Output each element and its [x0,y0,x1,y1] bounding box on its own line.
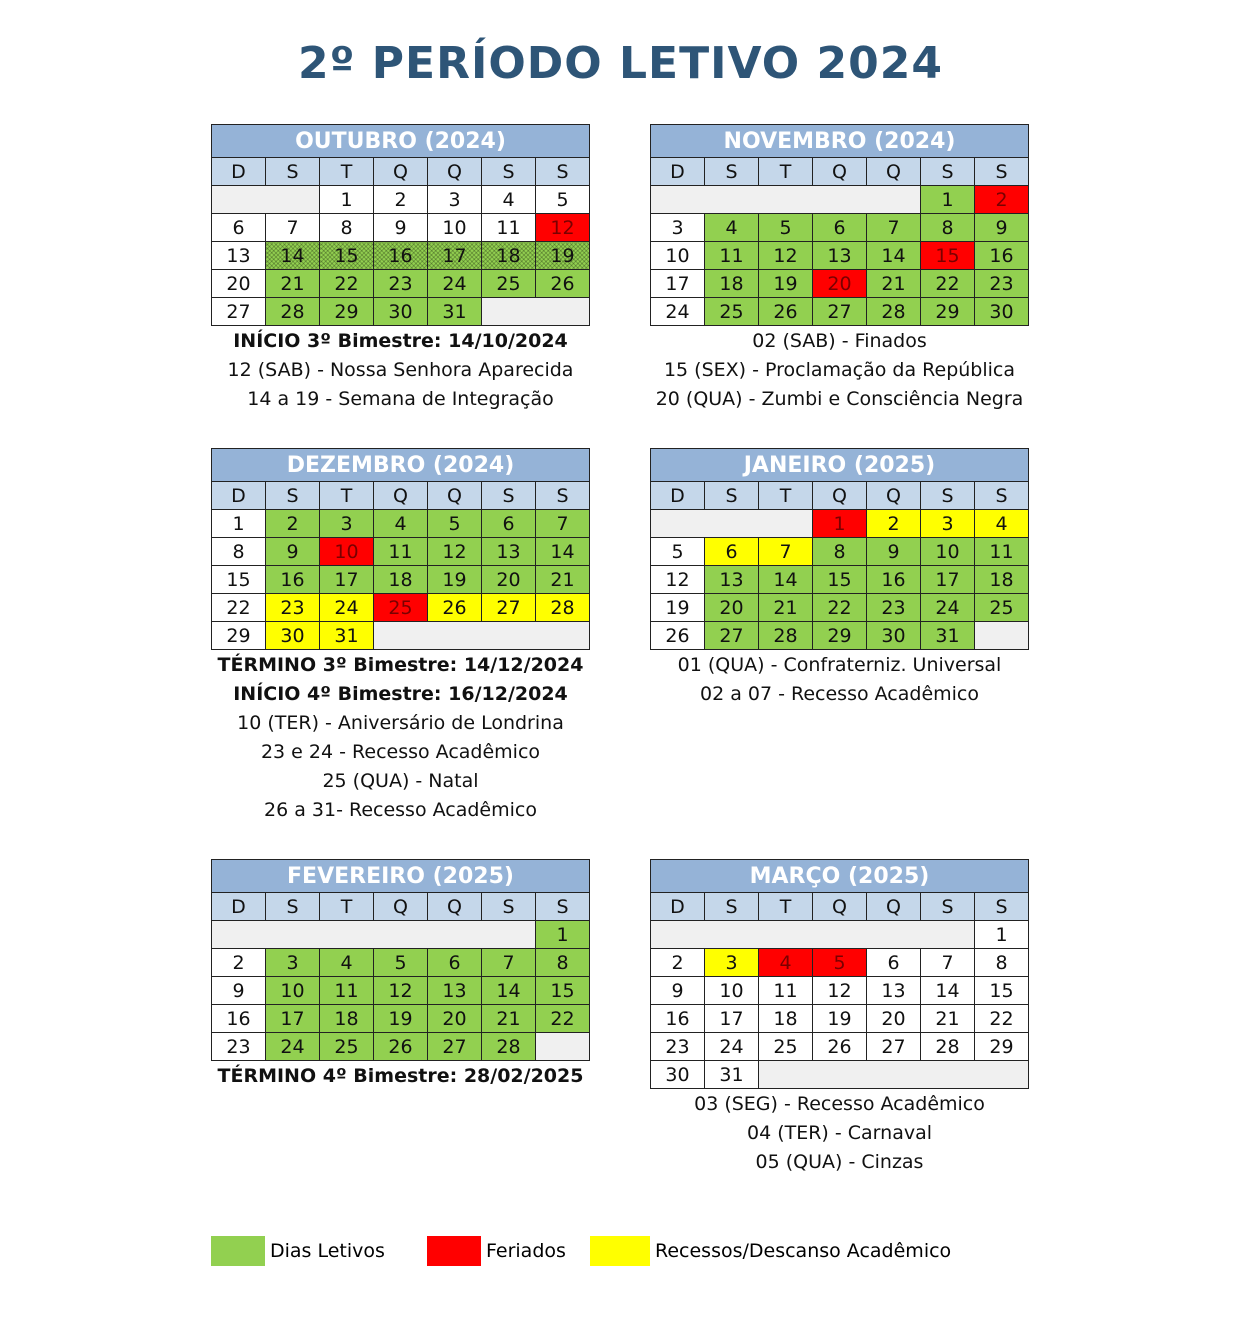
day-cell: 21 [921,1005,975,1033]
day-cell: 11 [482,214,536,242]
day-cell: 30 [374,298,428,326]
day-cell: 3 [266,949,320,977]
day-cell: 13 [212,242,266,270]
legend-feriados [427,1236,566,1266]
day-cell: 6 [705,538,759,566]
day-cell: 17 [320,566,374,594]
day-cell: 17 [266,1005,320,1033]
empty-cell [212,186,320,214]
day-cell: 1 [212,510,266,538]
weekday-header: T [320,482,374,510]
month-table [211,859,590,1061]
month-title: OUTUBRO (2024) [212,125,590,158]
month-title: JANEIRO (2025) [651,449,1029,482]
weekday-header: S [975,893,1029,921]
note-line: 12 (SAB) - Nossa Senhora Aparecida [227,359,574,381]
note-line: 26 a 31- Recesso Acadêmico [264,799,537,821]
empty-cell [651,186,921,214]
weekday-header: D [212,482,266,510]
day-cell: 13 [705,566,759,594]
day-cell: 5 [374,949,428,977]
day-cell: 5 [813,949,867,977]
day-cell: 29 [212,622,266,650]
weekday-header: S [921,158,975,186]
day-cell: 13 [813,242,867,270]
weekday-header: T [759,158,813,186]
month-calendar [211,124,590,414]
day-cell: 25 [320,1033,374,1061]
month-notes [211,327,590,414]
weekday-header: D [651,893,705,921]
day-cell: 31 [320,622,374,650]
day-cell: 30 [867,622,921,650]
legend-swatch [427,1236,481,1266]
weekday-header: Q [374,893,428,921]
note-line: 23 e 24 - Recesso Acadêmico [260,741,541,763]
day-cell: 1 [813,510,867,538]
weekday-header: S [536,893,590,921]
day-cell: 20 [705,594,759,622]
day-cell: 22 [813,594,867,622]
day-cell: 8 [975,949,1029,977]
day-cell: 31 [428,298,482,326]
empty-cell [536,1033,590,1061]
day-cell: 11 [320,977,374,1005]
day-cell: 20 [212,270,266,298]
day-cell: 15 [320,242,374,270]
empty-cell [482,298,590,326]
empty-cell [651,510,813,538]
weekday-header: D [651,482,705,510]
day-cell: 24 [921,594,975,622]
page-title: 2º PERÍODO LETIVO 2024 [298,38,943,89]
day-cell: 19 [651,594,705,622]
day-cell: 2 [266,510,320,538]
weekday-header: Q [813,482,867,510]
day-cell: 9 [266,538,320,566]
day-cell: 24 [651,298,705,326]
day-cell: 1 [536,921,590,949]
day-cell: 1 [320,186,374,214]
weekday-header: Q [428,893,482,921]
day-cell: 2 [212,949,266,977]
day-cell: 4 [705,214,759,242]
month-calendar [211,859,590,1091]
day-cell: 12 [428,538,482,566]
empty-cell [212,921,536,949]
day-cell: 8 [921,214,975,242]
day-cell: 7 [482,949,536,977]
weekday-header: Q [813,158,867,186]
day-cell: 16 [975,242,1029,270]
day-cell: 16 [374,242,428,270]
legend-swatch [211,1236,265,1266]
note-line: INÍCIO 4º Bimestre: 16/12/2024 [233,683,568,705]
day-cell: 10 [705,977,759,1005]
day-cell: 12 [374,977,428,1005]
day-cell: 26 [428,594,482,622]
month-title: MARÇO (2025) [651,860,1029,893]
day-cell: 20 [813,270,867,298]
empty-cell [374,622,590,650]
day-cell: 24 [266,1033,320,1061]
month-title: NOVEMBRO (2024) [651,125,1029,158]
day-cell: 13 [482,538,536,566]
day-cell: 5 [651,538,705,566]
day-cell: 7 [867,214,921,242]
empty-cell [651,921,975,949]
day-cell: 17 [651,270,705,298]
day-cell: 19 [428,566,482,594]
day-cell: 4 [759,949,813,977]
day-cell: 18 [320,1005,374,1033]
day-cell: 13 [428,977,482,1005]
day-cell: 28 [759,622,813,650]
month-notes [650,1090,1029,1177]
day-cell: 12 [651,566,705,594]
weekday-header: S [705,893,759,921]
note-line: 02 (SAB) - Finados [752,330,927,352]
day-cell: 17 [428,242,482,270]
day-cell: 19 [536,242,590,270]
note-line: 25 (QUA) - Natal [322,770,479,792]
day-cell: 14 [867,242,921,270]
empty-cell [759,1061,1029,1089]
note-line: 10 (TER) - Aniversário de Londrina [237,712,564,734]
day-cell: 4 [320,949,374,977]
month-notes [211,651,590,825]
weekday-header: S [921,893,975,921]
day-cell: 16 [651,1005,705,1033]
weekday-header: Q [374,482,428,510]
weekday-header: Q [867,158,921,186]
day-cell: 18 [975,566,1029,594]
day-cell: 30 [266,622,320,650]
day-cell: 27 [813,298,867,326]
month-table [650,448,1029,650]
day-cell: 20 [867,1005,921,1033]
day-cell: 27 [212,298,266,326]
day-cell: 22 [921,270,975,298]
day-cell: 7 [759,538,813,566]
day-cell: 18 [482,242,536,270]
month-table [211,448,590,650]
note-line: TÉRMINO 4º Bimestre: 28/02/2025 [217,1065,584,1087]
day-cell: 12 [536,214,590,242]
weekday-header: T [759,482,813,510]
day-cell: 20 [482,566,536,594]
weekday-header: T [759,893,813,921]
note-line: 03 (SEG) - Recesso Acadêmico [694,1093,985,1115]
day-cell: 26 [759,298,813,326]
month-notes [650,651,1029,709]
day-cell: 27 [705,622,759,650]
day-cell: 21 [266,270,320,298]
weekday-header: S [482,158,536,186]
day-cell: 31 [705,1061,759,1089]
day-cell: 15 [813,566,867,594]
day-cell: 26 [651,622,705,650]
weekday-header: S [266,482,320,510]
month-calendar [650,448,1029,709]
day-cell: 10 [320,538,374,566]
day-cell: 31 [921,622,975,650]
day-cell: 25 [705,298,759,326]
day-cell: 10 [266,977,320,1005]
day-cell: 30 [975,298,1029,326]
day-cell: 4 [374,510,428,538]
day-cell: 4 [482,186,536,214]
day-cell: 9 [374,214,428,242]
day-cell: 19 [813,1005,867,1033]
weekday-header: S [705,158,759,186]
day-cell: 26 [374,1033,428,1061]
day-cell: 24 [428,270,482,298]
weekday-header: S [266,158,320,186]
day-cell: 9 [212,977,266,1005]
empty-cell [975,622,1029,650]
weekday-header: Q [428,158,482,186]
month-table [650,124,1029,326]
month-notes [211,1062,590,1091]
day-cell: 10 [651,242,705,270]
day-cell: 18 [374,566,428,594]
day-cell: 19 [374,1005,428,1033]
day-cell: 23 [651,1033,705,1061]
day-cell: 16 [266,566,320,594]
day-cell: 9 [651,977,705,1005]
day-cell: 13 [867,977,921,1005]
day-cell: 14 [759,566,813,594]
day-cell: 5 [759,214,813,242]
weekday-header: S [705,482,759,510]
day-cell: 16 [867,566,921,594]
day-cell: 2 [374,186,428,214]
day-cell: 12 [813,977,867,1005]
weekday-header: T [320,893,374,921]
day-cell: 29 [320,298,374,326]
day-cell: 25 [482,270,536,298]
weekday-header: Q [813,893,867,921]
day-cell: 28 [921,1033,975,1061]
day-cell: 23 [867,594,921,622]
day-cell: 15 [536,977,590,1005]
day-cell: 29 [921,298,975,326]
day-cell: 21 [759,594,813,622]
day-cell: 3 [428,186,482,214]
day-cell: 29 [975,1033,1029,1061]
weekday-header: D [651,158,705,186]
day-cell: 17 [705,1005,759,1033]
weekday-header: S [536,482,590,510]
day-cell: 15 [921,242,975,270]
day-cell: 11 [705,242,759,270]
day-cell: 20 [428,1005,482,1033]
day-cell: 27 [482,594,536,622]
day-cell: 14 [482,977,536,1005]
month-title: FEVEREIRO (2025) [212,860,590,893]
day-cell: 19 [759,270,813,298]
day-cell: 23 [266,594,320,622]
legend-recessos [590,1236,951,1266]
note-line: 14 a 19 - Semana de Integração [247,388,554,410]
note-line: 04 (TER) - Carnaval [746,1122,933,1144]
day-cell: 7 [536,510,590,538]
day-cell: 28 [867,298,921,326]
month-calendar [650,859,1029,1177]
day-cell: 4 [975,510,1029,538]
day-cell: 21 [482,1005,536,1033]
month-calendar [211,448,590,825]
day-cell: 2 [651,949,705,977]
day-cell: 29 [813,622,867,650]
legend-label: Dias Letivos [270,1240,385,1262]
legend-swatch [590,1236,650,1266]
month-calendar [650,124,1029,414]
note-line: 15 (SEX) - Proclamação da República [663,359,1016,381]
day-cell: 17 [921,566,975,594]
note-line: 01 (QUA) - Confraterniz. Universal [677,654,1002,676]
day-cell: 18 [705,270,759,298]
day-cell: 9 [867,538,921,566]
day-cell: 10 [428,214,482,242]
weekday-header: S [536,158,590,186]
weekday-header: D [212,893,266,921]
note-line: 20 (QUA) - Zumbi e Consciência Negra [655,388,1024,410]
day-cell: 6 [867,949,921,977]
weekday-header: T [320,158,374,186]
day-cell: 22 [975,1005,1029,1033]
day-cell: 30 [651,1061,705,1089]
day-cell: 16 [212,1005,266,1033]
weekday-header: Q [867,893,921,921]
weekday-header: Q [428,482,482,510]
note-line: INÍCIO 3º Bimestre: 14/10/2024 [233,330,568,352]
legend-label: Recessos/Descanso Acadêmico [655,1240,952,1262]
day-cell: 23 [975,270,1029,298]
weekday-header: S [266,893,320,921]
weekday-header: S [482,893,536,921]
day-cell: 1 [975,921,1029,949]
day-cell: 5 [428,510,482,538]
month-title: DEZEMBRO (2024) [212,449,590,482]
day-cell: 22 [320,270,374,298]
day-cell: 11 [374,538,428,566]
day-cell: 18 [759,1005,813,1033]
day-cell: 8 [536,949,590,977]
weekday-header: S [975,482,1029,510]
day-cell: 3 [921,510,975,538]
day-cell: 15 [975,977,1029,1005]
day-cell: 9 [975,214,1029,242]
day-cell: 15 [212,566,266,594]
note-line: 02 a 07 - Recesso Acadêmico [699,683,979,705]
day-cell: 26 [813,1033,867,1061]
day-cell: 8 [813,538,867,566]
day-cell: 22 [536,1005,590,1033]
day-cell: 14 [536,538,590,566]
day-cell: 27 [428,1033,482,1061]
weekday-header: Q [374,158,428,186]
day-cell: 3 [651,214,705,242]
note-line: 05 (QUA) - Cinzas [755,1151,924,1173]
day-cell: 25 [374,594,428,622]
day-cell: 22 [212,594,266,622]
day-cell: 6 [813,214,867,242]
weekday-header: Q [867,482,921,510]
day-cell: 5 [536,186,590,214]
day-cell: 23 [374,270,428,298]
day-cell: 28 [482,1033,536,1061]
day-cell: 28 [536,594,590,622]
day-cell: 27 [867,1033,921,1061]
day-cell: 8 [212,538,266,566]
note-line: TÉRMINO 3º Bimestre: 14/12/2024 [217,654,584,676]
weekday-header: S [921,482,975,510]
day-cell: 25 [759,1033,813,1061]
legend-label: Feriados [486,1240,566,1262]
day-cell: 25 [975,594,1029,622]
day-cell: 6 [212,214,266,242]
legend-dias-letivos [211,1236,385,1266]
day-cell: 26 [536,270,590,298]
day-cell: 2 [867,510,921,538]
day-cell: 12 [759,242,813,270]
day-cell: 6 [482,510,536,538]
day-cell: 3 [320,510,374,538]
day-cell: 23 [212,1033,266,1061]
month-notes [650,327,1029,414]
weekday-header: S [482,482,536,510]
day-cell: 14 [266,242,320,270]
weekday-header: S [975,158,1029,186]
day-cell: 14 [921,977,975,1005]
day-cell: 8 [320,214,374,242]
day-cell: 10 [921,538,975,566]
weekday-header: D [212,158,266,186]
day-cell: 21 [536,566,590,594]
day-cell: 7 [266,214,320,242]
day-cell: 7 [921,949,975,977]
day-cell: 3 [705,949,759,977]
day-cell: 11 [975,538,1029,566]
day-cell: 1 [921,186,975,214]
day-cell: 24 [320,594,374,622]
month-table [650,859,1029,1089]
day-cell: 28 [266,298,320,326]
day-cell: 21 [867,270,921,298]
day-cell: 2 [975,186,1029,214]
month-table [211,124,590,326]
day-cell: 6 [428,949,482,977]
day-cell: 24 [705,1033,759,1061]
day-cell: 11 [759,977,813,1005]
